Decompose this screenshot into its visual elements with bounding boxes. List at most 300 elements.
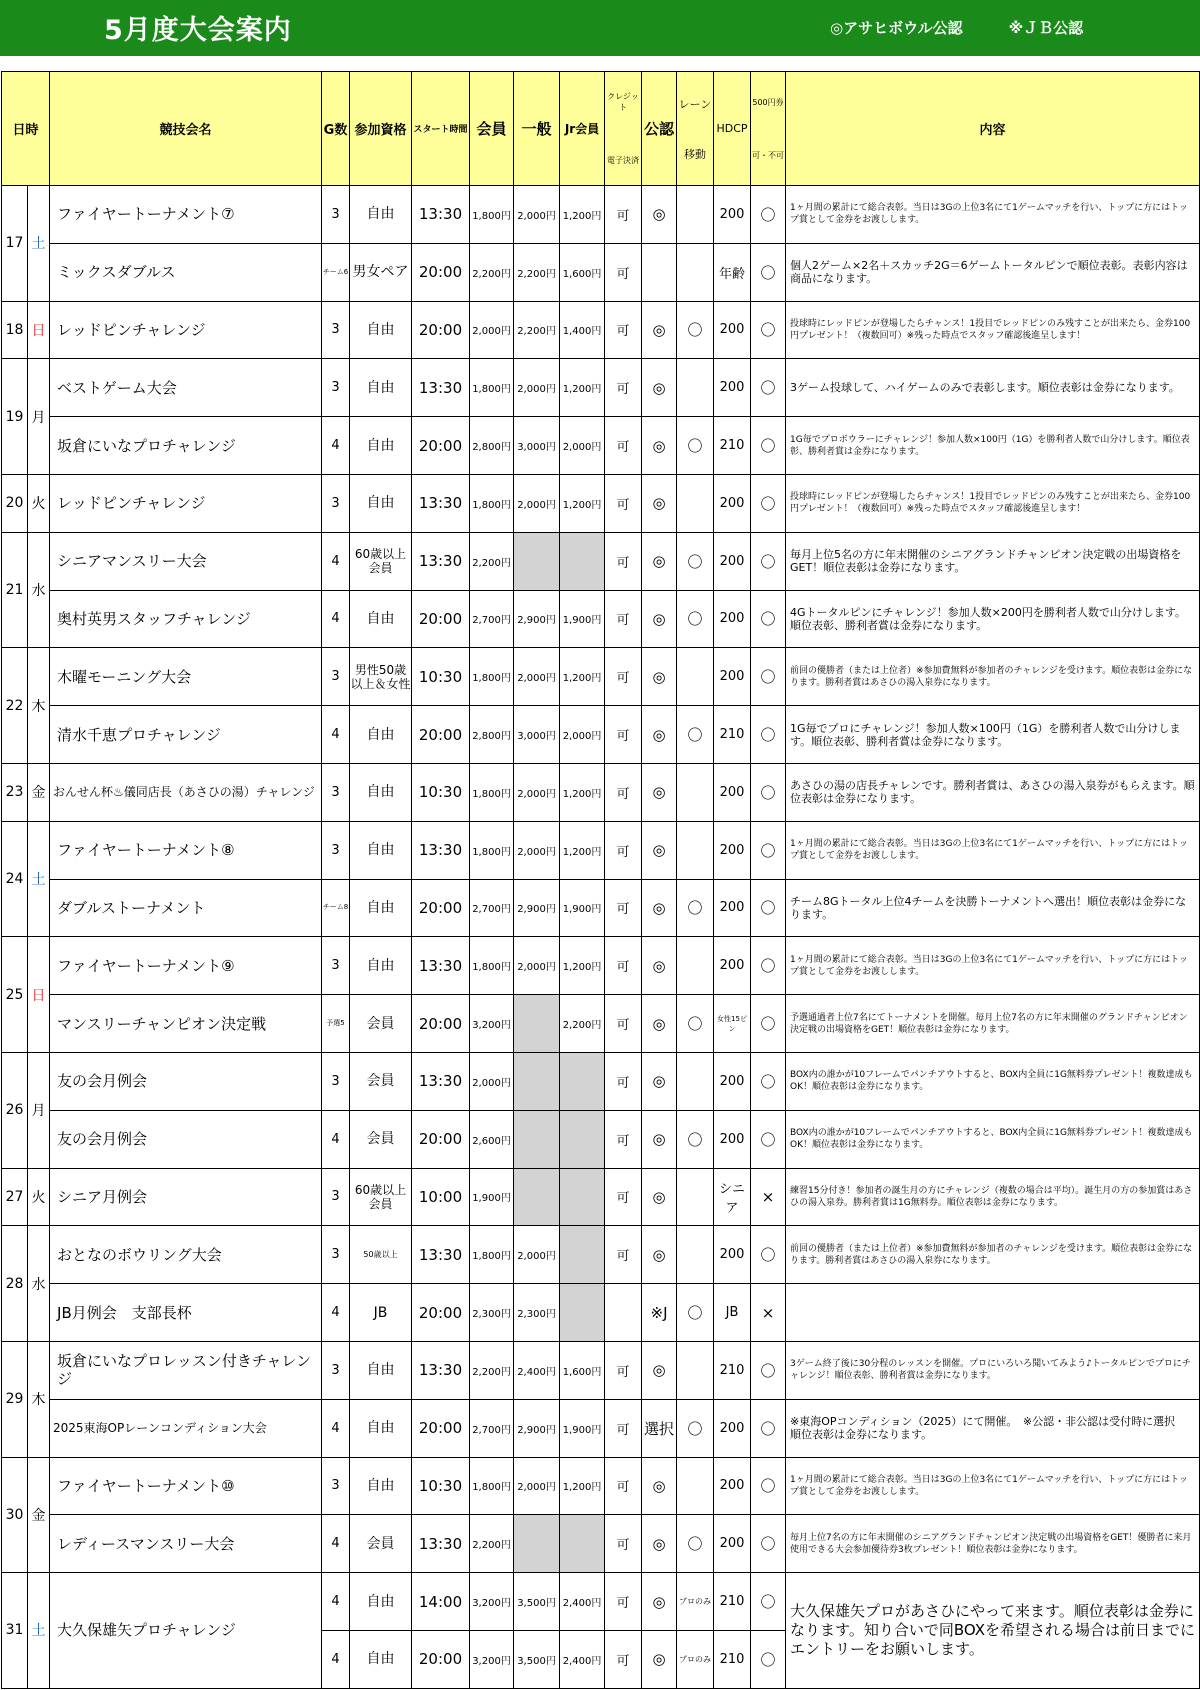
tournament-name: 清水千恵プロチャレンジ: [50, 706, 322, 764]
start-time: 10:00: [412, 1168, 470, 1226]
date-day: 25: [2, 937, 28, 1053]
table-row: [2, 1399, 1200, 1457]
coupon-accept: 〇: [751, 532, 786, 590]
junior-fee: 1,200円: [560, 937, 605, 995]
col-member-fee: 会員: [470, 72, 514, 186]
member-fee: 1,800円: [470, 648, 514, 706]
junior-fee: 2,000円: [560, 706, 605, 764]
tournament-name: 木曜モーニング大会: [50, 648, 322, 706]
general-fee: [514, 1052, 560, 1110]
description: BOX内の誰かが10フレームでパンチアウトすると、BOX内全員に1G無料券プレゼント！複数達成もOK！順位表彰は金券になります。: [786, 1110, 1200, 1168]
official-status: ◎: [642, 1110, 677, 1168]
coupon-accept: 〇: [751, 243, 786, 301]
qualification: 自由: [350, 1457, 412, 1515]
date-day: 24: [2, 821, 28, 937]
credit-payment: 可: [605, 1515, 642, 1573]
start-time: 20:00: [412, 243, 470, 301]
table-row: [2, 1515, 1200, 1573]
official-status: ◎: [642, 1052, 677, 1110]
tournament-name: 友の会月例会: [50, 1110, 322, 1168]
lane-move: [677, 1457, 714, 1515]
date-day: 17: [2, 186, 28, 302]
junior-fee: 1,200円: [560, 186, 605, 244]
date-day: 22: [2, 648, 28, 764]
handicap: 210: [714, 417, 751, 475]
start-time: 13:30: [412, 1226, 470, 1284]
coupon-accept: 〇: [751, 937, 786, 995]
general-fee: 2,000円: [514, 763, 560, 821]
coupon-accept: ×: [751, 1168, 786, 1226]
lane-move: 〇: [677, 417, 714, 475]
games-count: 3: [322, 301, 350, 359]
credit-payment: 可: [605, 590, 642, 648]
date-day: 21: [2, 532, 28, 648]
tournament-name: おとなのボウリング大会: [50, 1226, 322, 1284]
general-fee: 2,900円: [514, 590, 560, 648]
handicap: 200: [714, 1052, 751, 1110]
description: 練習15分付き！参加者の誕生月の方にチャレンジ（複数の場合は平均）。誕生月の方の参加賞はあさひの湯入泉券。勝利者賞は1G無料券。順位表彰は金券になります。: [786, 1168, 1200, 1226]
qualification: 自由: [350, 763, 412, 821]
credit-payment: 可: [605, 1226, 642, 1284]
start-time: 20:00: [412, 1630, 470, 1688]
tournament-name: シニアマンスリー大会: [50, 532, 322, 590]
qualification: JB: [350, 1284, 412, 1342]
general-fee: 3,000円: [514, 706, 560, 764]
credit-payment: 可: [605, 1630, 642, 1688]
games-count: 3: [322, 474, 350, 532]
general-fee: 2,900円: [514, 879, 560, 937]
junior-fee: 1,900円: [560, 879, 605, 937]
credit-payment: 可: [605, 879, 642, 937]
description: 3ゲーム投球して、ハイゲームのみで表彰します。順位表彰は金券になります。: [786, 359, 1200, 417]
handicap: 210: [714, 1630, 751, 1688]
date-day: 30: [2, 1457, 28, 1573]
official-status: ◎: [642, 590, 677, 648]
general-fee: 2,000円: [514, 1226, 560, 1284]
official-status: ◎: [642, 359, 677, 417]
coupon-accept: 〇: [751, 301, 786, 359]
member-fee: 1,800円: [470, 763, 514, 821]
date-weekday: 金: [28, 763, 50, 821]
general-fee: 2,000円: [514, 1457, 560, 1515]
start-time: 13:30: [412, 359, 470, 417]
tournament-name: ファイヤートーナメント⑩: [50, 1457, 322, 1515]
description: 1ヶ月間の累計にて総合表彰。当日は3Gの上位3名にて1ゲームマッチを行い、トップに方にはトップ賞として金券をお渡しします。: [786, 937, 1200, 995]
lane-move: プロのみ: [677, 1630, 714, 1688]
handicap: 200: [714, 301, 751, 359]
games-count: 4: [322, 590, 350, 648]
official-status: ◎: [642, 648, 677, 706]
col-lane: レーン 移動: [677, 72, 714, 186]
qualification: 自由: [350, 186, 412, 244]
description: 予選通過者上位7名にてトーナメントを開催。毎月上位7名の方に年末開催のグランドチャンピオン決定戦の出場資格をGET！順位表彰は金券になります。: [786, 995, 1200, 1053]
member-fee: 2,300円: [470, 1284, 514, 1342]
member-fee: 2,600円: [470, 1110, 514, 1168]
table-row: [2, 1284, 1200, 1342]
description: 前回の優勝者（または上位者）※参加費無料が参加者のチャレンジを受けます。順位表彰は金券になります。勝利者賞はあさひの湯入泉券になります。: [786, 1226, 1200, 1284]
qualification: 自由: [350, 706, 412, 764]
junior-fee: 1,600円: [560, 1341, 605, 1399]
official-status: ◎: [642, 1573, 677, 1631]
official-status: ◎: [642, 995, 677, 1053]
col-credit: クレジット 電子決済: [605, 72, 642, 186]
credit-payment: 可: [605, 821, 642, 879]
date-day: 29: [2, 1341, 28, 1457]
games-count: 4: [322, 1399, 350, 1457]
table-row: [2, 879, 1200, 937]
handicap: 200: [714, 474, 751, 532]
description: あさひの湯の店長チャレンです。勝利者賞は、あさひの湯入泉券がもらえます。順位表彰は金券になります。: [786, 763, 1200, 821]
tournament-name: 2025東海OPレーンコンディション大会: [50, 1399, 322, 1457]
lane-move: プロのみ: [677, 1573, 714, 1631]
tournament-name: ファイヤートーナメント⑧: [50, 821, 322, 879]
description: 個人2ゲーム×2名＋スカッチ2G＝6ゲームトータルピンで順位表彰。表彰内容は商品になります。: [786, 243, 1200, 301]
tournament-name: レッドピンチャレンジ: [50, 301, 322, 359]
coupon-accept: 〇: [751, 648, 786, 706]
handicap: 210: [714, 706, 751, 764]
credit-payment: 可: [605, 1168, 642, 1226]
description: BOX内の誰かが10フレームでパンチアウトすると、BOX内全員に1G無料券プレゼント！複数達成もOK！順位表彰は金券になります。: [786, 1052, 1200, 1110]
description: [786, 1284, 1200, 1342]
coupon-accept: 〇: [751, 1515, 786, 1573]
official-status: ◎: [642, 186, 677, 244]
date-weekday: 月: [28, 359, 50, 475]
junior-fee: 2,400円: [560, 1573, 605, 1631]
qualification: 自由: [350, 417, 412, 475]
general-fee: [514, 1110, 560, 1168]
start-time: 13:30: [412, 1341, 470, 1399]
date-weekday: 金: [28, 1457, 50, 1573]
junior-fee: 1,200円: [560, 1457, 605, 1515]
coupon-accept: 〇: [751, 1052, 786, 1110]
jb-certified-legend: ※ＪＢ公認: [1008, 19, 1084, 37]
junior-fee: [560, 1168, 605, 1226]
official-status: ◎: [642, 532, 677, 590]
lane-move: [677, 359, 714, 417]
lane-move: 〇: [677, 1515, 714, 1573]
junior-fee: 2,400円: [560, 1630, 605, 1688]
coupon-accept: 〇: [751, 1573, 786, 1631]
date-weekday: 日: [28, 937, 50, 1053]
general-fee: 3,000円: [514, 417, 560, 475]
qualification: 会員: [350, 995, 412, 1053]
start-time: 20:00: [412, 590, 470, 648]
col-coupon: 500円券 可・不可: [751, 72, 786, 186]
tournament-name: ファイヤートーナメント⑨: [50, 937, 322, 995]
col-general-fee: 一般: [514, 72, 560, 186]
credit-payment: 可: [605, 763, 642, 821]
general-fee: [514, 532, 560, 590]
coupon-accept: 〇: [751, 186, 786, 244]
tournament-name: レディースマンスリー大会: [50, 1515, 322, 1573]
table-row: [2, 532, 1200, 590]
credit-payment: 可: [605, 1457, 642, 1515]
tournament-name: マンスリーチャンピオン決定戦: [50, 995, 322, 1053]
description: 1ヶ月間の累計にて総合表彰。当日は3Gの上位3名にて1ゲームマッチを行い、トップに方にはトップ賞として金券をお渡しします。: [786, 821, 1200, 879]
coupon-accept: 〇: [751, 590, 786, 648]
col-hdcp: HDCP: [714, 72, 751, 186]
handicap: シニア: [714, 1168, 751, 1226]
junior-fee: 1,200円: [560, 821, 605, 879]
junior-fee: [560, 1052, 605, 1110]
junior-fee: 2,000円: [560, 417, 605, 475]
lane-move: [677, 243, 714, 301]
date-weekday: 火: [28, 1168, 50, 1226]
general-fee: 2,000円: [514, 474, 560, 532]
qualification: 50歳以上: [350, 1226, 412, 1284]
lane-move: 〇: [677, 1110, 714, 1168]
general-fee: 2,400円: [514, 1341, 560, 1399]
start-time: 20:00: [412, 1110, 470, 1168]
games-count: 4: [322, 706, 350, 764]
table-row: [2, 359, 1200, 417]
member-fee: 3,200円: [470, 995, 514, 1053]
col-date: 日時: [2, 72, 50, 186]
date-weekday: 木: [28, 648, 50, 764]
member-fee: 2,800円: [470, 417, 514, 475]
credit-payment: 可: [605, 1573, 642, 1631]
lane-move: [677, 186, 714, 244]
official-status: ◎: [642, 1515, 677, 1573]
coupon-accept: 〇: [751, 1341, 786, 1399]
lane-move: 〇: [677, 995, 714, 1053]
description: 毎月上位5名の方に年末開催のシニアグランドチャンピオン決定戦の出場資格をGET！順位表彰は金券になります。: [786, 532, 1200, 590]
member-fee: 1,800円: [470, 821, 514, 879]
asahi-certified-legend: ◎アサヒボウル公認: [830, 19, 963, 37]
handicap: 200: [714, 1110, 751, 1168]
games-count: 3: [322, 648, 350, 706]
qualification: 自由: [350, 1399, 412, 1457]
handicap: 200: [714, 1515, 751, 1573]
coupon-accept: 〇: [751, 995, 786, 1053]
description: 前回の優勝者（または上位者）※参加費無料が参加者のチャレンジを受けます。順位表彰は金券になります。勝利者賞はあさひの湯入泉券になります。: [786, 648, 1200, 706]
official-status: ◎: [642, 417, 677, 475]
lane-move: [677, 1226, 714, 1284]
member-fee: 1,800円: [470, 359, 514, 417]
general-fee: 2,000円: [514, 648, 560, 706]
qualification: 会員: [350, 1052, 412, 1110]
start-time: 10:30: [412, 648, 470, 706]
general-fee: 2,000円: [514, 359, 560, 417]
qualification: 自由: [350, 1341, 412, 1399]
coupon-accept: 〇: [751, 763, 786, 821]
credit-payment: 可: [605, 474, 642, 532]
description: ※東海OPコンディション（2025）にて開催。 ※公認・非公認は受付時に選択 順位表彰は金券になります。: [786, 1399, 1200, 1457]
credit-payment: 可: [605, 359, 642, 417]
coupon-accept: ×: [751, 1284, 786, 1342]
member-fee: 2,000円: [470, 1052, 514, 1110]
qualification: 60歳以上会員: [350, 1168, 412, 1226]
date-weekday: 日: [28, 301, 50, 359]
junior-fee: 1,400円: [560, 301, 605, 359]
description: 大久保雄矢プロがあさひにやって来ます。順位表彰は金券になります。知り合いで同BOXを希望される場合は前日までにエントリーをお願いします。: [786, 1573, 1200, 1689]
qualification: 自由: [350, 474, 412, 532]
games-count: 4: [322, 417, 350, 475]
credit-payment: 可: [605, 243, 642, 301]
games-count: 3: [322, 763, 350, 821]
member-fee: 1,800円: [470, 474, 514, 532]
date-day: 18: [2, 301, 28, 359]
lane-move: [677, 821, 714, 879]
col-start-time: スタート時間: [412, 72, 470, 186]
credit-payment: 可: [605, 1110, 642, 1168]
handicap: 年齢: [714, 243, 751, 301]
tournament-name: ダブルストーナメント: [50, 879, 322, 937]
table-row: [2, 1341, 1200, 1399]
member-fee: 3,200円: [470, 1573, 514, 1631]
member-fee: 2,200円: [470, 1341, 514, 1399]
credit-payment: 可: [605, 1341, 642, 1399]
start-time: 13:30: [412, 1515, 470, 1573]
qualification: 自由: [350, 590, 412, 648]
handicap: 200: [714, 937, 751, 995]
official-status: ◎: [642, 879, 677, 937]
official-status: ◎: [642, 1168, 677, 1226]
description: 投球時にレッドピンが登場したらチャンス！1投目でレッドピンのみ残すことが出来たら、金券100円プレゼント！（複数回可）※残った時点でスタッフ確認後進呈します！: [786, 474, 1200, 532]
general-fee: 2,200円: [514, 243, 560, 301]
qualification: 自由: [350, 879, 412, 937]
qualification: 自由: [350, 359, 412, 417]
member-fee: 1,900円: [470, 1168, 514, 1226]
lane-move: [677, 1052, 714, 1110]
lane-move: [677, 1341, 714, 1399]
table-header-row: [2, 72, 1200, 186]
handicap: 200: [714, 1399, 751, 1457]
general-fee: 2,000円: [514, 821, 560, 879]
table-row: [2, 417, 1200, 475]
col-name: 競技会名: [50, 72, 322, 186]
tournament-name: ファイヤートーナメント⑦: [50, 186, 322, 244]
member-fee: 1,800円: [470, 1226, 514, 1284]
date-day: 26: [2, 1052, 28, 1168]
credit-payment: 可: [605, 532, 642, 590]
games-count: 3: [322, 359, 350, 417]
junior-fee: 1,200円: [560, 474, 605, 532]
official-status: ◎: [642, 1341, 677, 1399]
games-count: 3: [322, 186, 350, 244]
date-weekday: 木: [28, 1341, 50, 1457]
general-fee: [514, 995, 560, 1053]
date-day: 27: [2, 1168, 28, 1226]
lane-move: 〇: [677, 301, 714, 359]
description: 投球時にレッドピンが登場したらチャンス！1投目でレッドピンのみ残すことが出来たら、金券100円プレゼント！（複数回可）※残った時点でスタッフ確認後進呈します！: [786, 301, 1200, 359]
games-count: 3: [322, 1226, 350, 1284]
official-status: ◎: [642, 474, 677, 532]
table-row: [2, 706, 1200, 764]
coupon-accept: 〇: [751, 474, 786, 532]
tournament-name: ミックスダブルス: [50, 243, 322, 301]
junior-fee: [560, 1110, 605, 1168]
lane-move: 〇: [677, 1399, 714, 1457]
description: 1G毎でプロにチャレンジ！参加人数×100円（1G）を勝利者人数で山分けします。順位表彰、勝利者賞は金券になります。: [786, 706, 1200, 764]
handicap: 200: [714, 879, 751, 937]
table-row: [2, 1573, 1200, 1631]
games-count: 予選5: [322, 995, 350, 1053]
date-weekday: 土: [28, 1573, 50, 1689]
general-fee: 2,200円: [514, 301, 560, 359]
member-fee: 1,800円: [470, 1457, 514, 1515]
lane-move: [677, 648, 714, 706]
qualification: 自由: [350, 937, 412, 995]
qualification: 男女ペア: [350, 243, 412, 301]
coupon-accept: 〇: [751, 879, 786, 937]
handicap: 200: [714, 1226, 751, 1284]
member-fee: 2,200円: [470, 532, 514, 590]
start-time: 14:00: [412, 1573, 470, 1631]
qualification: 男性50歳以上＆女性: [350, 648, 412, 706]
description: 1ヶ月間の累計にて総合表彰。当日は3Gの上位3名にて1ゲームマッチを行い、トップに方にはトップ賞として金券をお渡しします。: [786, 1457, 1200, 1515]
start-time: 13:30: [412, 532, 470, 590]
games-count: チーム6: [322, 243, 350, 301]
col-official: 公認: [642, 72, 677, 186]
tournament-name: 大久保雄矢プロチャレンジ: [50, 1573, 322, 1689]
junior-fee: 1,900円: [560, 1399, 605, 1457]
date-weekday: 月: [28, 1052, 50, 1168]
official-status: [642, 243, 677, 301]
handicap: 200: [714, 648, 751, 706]
credit-payment: 可: [605, 186, 642, 244]
handicap: 210: [714, 1573, 751, 1631]
start-time: 20:00: [412, 301, 470, 359]
official-status: ◎: [642, 1630, 677, 1688]
description: 1ヶ月間の累計にて総合表彰。当日は3Gの上位3名にて1ゲームマッチを行い、トップに方にはトップ賞として金券をお渡しします。: [786, 186, 1200, 244]
start-time: 20:00: [412, 995, 470, 1053]
lane-move: 〇: [677, 590, 714, 648]
credit-payment: 可: [605, 995, 642, 1053]
general-fee: [514, 1515, 560, 1573]
start-time: 13:30: [412, 186, 470, 244]
col-qualification: 参加資格: [350, 72, 412, 186]
qualification: 会員: [350, 1110, 412, 1168]
table-row: [2, 243, 1200, 301]
general-fee: 2,000円: [514, 937, 560, 995]
handicap: 200: [714, 763, 751, 821]
games-count: 4: [322, 532, 350, 590]
general-fee: 2,900円: [514, 1399, 560, 1457]
games-count: 4: [322, 1110, 350, 1168]
page-title: 5月度大会案内: [104, 15, 292, 46]
start-time: 10:30: [412, 1457, 470, 1515]
table-row: [2, 1110, 1200, 1168]
handicap: 200: [714, 1457, 751, 1515]
date-weekday: 水: [28, 1226, 50, 1342]
description: 3ゲーム終了後に30分程のレッスンを開催。プロにいろいろ聞いてみよう♪トータルピンでプロにチャレンジ！順位表彰、勝利者賞は金券になります。: [786, 1341, 1200, 1399]
coupon-accept: 〇: [751, 417, 786, 475]
lane-move: [677, 1168, 714, 1226]
qualification: 自由: [350, 301, 412, 359]
table-row: [2, 648, 1200, 706]
tournament-name: JB月例会 支部長杯: [50, 1284, 322, 1342]
qualification: 自由: [350, 1573, 412, 1631]
page-header: [0, 0, 1200, 56]
general-fee: [514, 1168, 560, 1226]
general-fee: 2,000円: [514, 186, 560, 244]
table-row: [2, 1168, 1200, 1226]
coupon-accept: 〇: [751, 1226, 786, 1284]
tournament-name: 友の会月例会: [50, 1052, 322, 1110]
member-fee: 3,200円: [470, 1630, 514, 1688]
table-row: [2, 821, 1200, 879]
qualification: 自由: [350, 1630, 412, 1688]
credit-payment: [605, 1284, 642, 1342]
games-count: チーム8: [322, 879, 350, 937]
member-fee: 2,700円: [470, 590, 514, 648]
col-description: 内容: [786, 72, 1200, 186]
date-weekday: 火: [28, 474, 50, 532]
start-time: 13:30: [412, 937, 470, 995]
lane-move: [677, 763, 714, 821]
lane-move: [677, 474, 714, 532]
